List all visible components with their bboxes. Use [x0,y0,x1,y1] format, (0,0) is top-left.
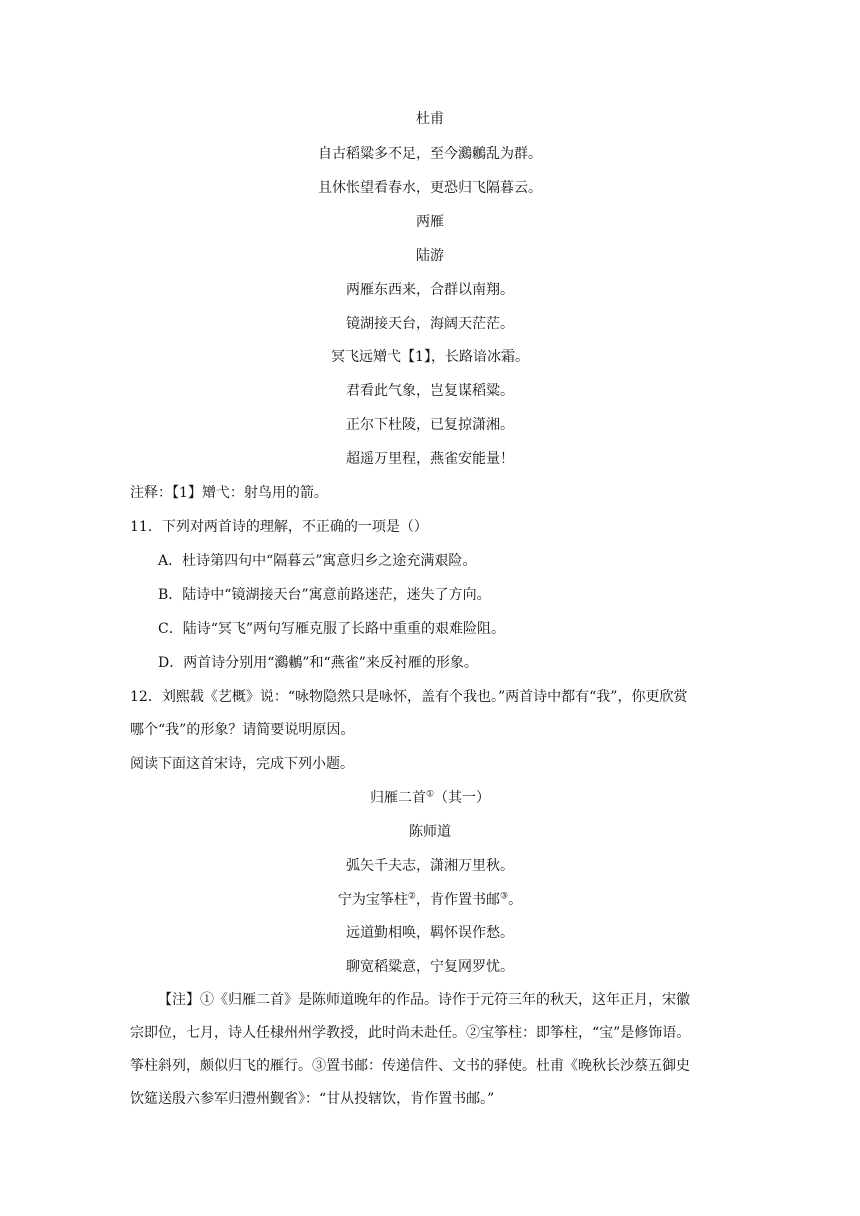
question-12-line-2: 哪个“我”的形象？请简要说明原因。 [130,722,355,738]
poem3-line-2-part-b: ，肯作置书邮 [416,892,500,908]
footnote-marker-1: ① [425,789,435,800]
question-11-option-a: A．杜诗第四句中“隔暮云”寓意归乡之途充满艰险。 [158,553,477,569]
poem3-line-2-part-c: 。 [508,892,523,908]
poem3-line-2-part-a: 宁为宝筝柱 [337,892,408,908]
poem3-line-3: 远道勤相唤，羁怀误作愁。 [346,925,514,941]
poem2-line-3: 冥飞远矰弋【1】，长路谙冰霜。 [331,349,529,365]
poem3-note-line-4: 饮筵送殷六参军归澧州觐省》：“甘从投辖饮，肯作置书邮。” [130,1091,495,1107]
poem2-title: 两雁 [416,214,444,230]
poem1-author: 杜甫 [416,111,444,127]
question-11-option-d: D．两首诗分别用“鸂鶒”和“燕雀”来反衬雁的形象。 [158,655,478,671]
question-11-option-c: C．陆诗“冥飞”两句写雁克服了长路中重重的艰难险阻。 [158,621,506,637]
poem2-line-1: 两雁东西来，合群以南翔。 [346,282,514,298]
question-11-option-b: B．陆诗中“镜湖接天台”寓意前路迷茫，迷失了方向。 [158,587,491,603]
poem3-note-line-3: 筝柱斜列，颇似归飞的雁行。③置书邮：传递信件、文书的驿使。杜甫《晚秋长沙蔡五御史 [130,1058,690,1074]
poem3-title-text: 归雁二首 [369,790,426,806]
poem2-line-6: 超遥万里程，燕雀安能量！ [346,451,514,467]
footnote-marker-2: ② [407,891,416,902]
poem3-note-line-1: 【注】①《归雁二首》是陈师道晚年的作品。诗作于元符三年的秋天，这年正月，宋徽 [158,992,690,1008]
poem2-author: 陆游 [416,248,444,264]
poem2-line-4: 君看此气象，岂复谋稻粱。 [346,383,514,399]
poem3-title [0,788,860,808]
poem2-note: 注释：【1】矰弋：射鸟用的箭。 [130,485,328,501]
question-12-line-1: 12．刘熙载《艺概》说：“咏物隐然只是咏怀，盖有个我也。”两首诗中都有“我”，你更欣赏 [130,689,688,705]
poem3-title-suffix: （其一） [434,790,491,806]
question-11-stem: 11．下列对两首诗的理解，不正确的一项是（） [130,519,428,535]
poem3-line-4: 聊宽稻粱意，宁复网罗忧。 [346,959,514,975]
poem3-author: 陈师道 [409,824,451,840]
footnote-marker-3: ③ [500,891,509,902]
reading-instruction: 阅读下面这首宋诗，完成下列小题。 [130,756,354,772]
poem2-line-2: 镜湖接天台，海阔天茫茫。 [346,316,514,332]
poem3-note-line-2: 宗即位，七月，诗人任棣州州学教授，此时尚未赴任。②宝筝柱：即筝柱，“宝”是修饰语。 [130,1025,691,1041]
poem3-line-1: 弧矢千夫志，潇湘万里秋。 [346,858,514,874]
poem2-line-5: 正尔下杜陵，已复掠潇湘。 [346,417,514,433]
poem1-line-1: 自古稻粱多不足，至今鸂鶒乱为群。 [318,146,542,162]
poem1-line-2: 且休怅望看春水，更恐归飞隔暮云。 [318,180,542,196]
poem3-line-2 [0,890,860,910]
